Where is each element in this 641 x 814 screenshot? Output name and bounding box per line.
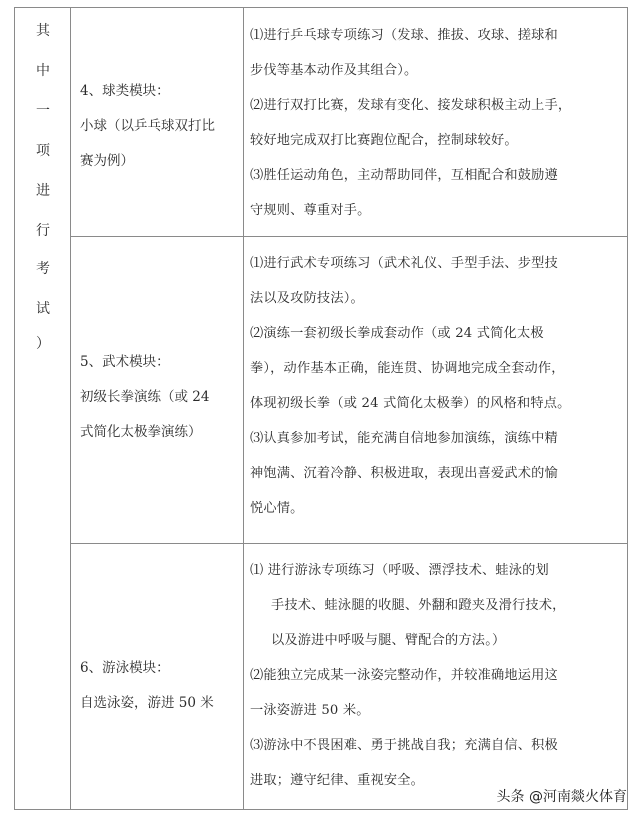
criteria-line: 守规则、尊重对手。 bbox=[250, 203, 371, 218]
category-char: 进 bbox=[36, 183, 50, 199]
criteria-line: ⑶游泳中不畏困难、勇于挑战自我；充满自信、积极 bbox=[250, 738, 558, 753]
criteria-cell-swimming bbox=[244, 553, 627, 798]
criteria-line: ⑴ 进行游泳专项练习（呼吸、漂浮技术、蛙泳的划 bbox=[250, 563, 549, 578]
criteria-cell-ball bbox=[244, 18, 627, 228]
criteria-line: 较好地完成双打比赛跑位配合，控制球较好。 bbox=[250, 133, 518, 148]
criteria-line: ⑵演练一套初级长拳成套动作（或 24 式简化太极 bbox=[250, 326, 544, 341]
row-divider bbox=[71, 236, 627, 237]
module-desc: 自选泳姿，游进 50 米 bbox=[80, 695, 214, 711]
category-char: 中 bbox=[36, 63, 50, 79]
module-title: 6、游泳模块： bbox=[80, 660, 170, 676]
criteria-line: 神饱满、沉着冷静、积极进取，表现出喜爱武术的愉 bbox=[250, 466, 558, 481]
module-title: 5、武术模块： bbox=[80, 354, 170, 370]
module-cell-ball bbox=[72, 74, 243, 179]
criteria-line: ⑵进行双打比赛，发球有变化、接发球积极主动上手， bbox=[250, 98, 572, 113]
module-cell-swimming bbox=[72, 651, 243, 721]
criteria-line: 进取；遵守纪律、重视安全。 bbox=[250, 773, 425, 788]
criteria-line: 拳），动作基本正确，能连贯、协调地完成全套动作， bbox=[250, 361, 565, 376]
category-char: 其 bbox=[36, 23, 50, 39]
category-char: 考 bbox=[36, 261, 50, 277]
criteria-line: 以及游进中呼吸与腿、臂配合的方法。） bbox=[271, 633, 506, 648]
criteria-line: ⑴进行乒乓球专项练习（发球、推拔、攻球、搓球和 bbox=[250, 28, 558, 43]
category-char: 试 bbox=[36, 301, 50, 317]
criteria-line: ⑶认真参加考试，能充满自信地参加演练，演练中精 bbox=[250, 431, 558, 446]
assessment-table bbox=[14, 7, 628, 810]
watermark: 头条 @河南燚火体育 bbox=[497, 786, 627, 806]
criteria-line: ⑵能独立完成某一泳姿完整动作，并较准确地运用这 bbox=[250, 668, 558, 683]
module-desc: 初级长拳演练（或 24 bbox=[80, 389, 210, 405]
category-cell bbox=[15, 8, 71, 809]
criteria-line: 法以及攻防技法）。 bbox=[250, 291, 364, 306]
criteria-line: ⑶胜任运动角色，主动帮助同伴，互相配合和鼓励遵 bbox=[250, 168, 558, 183]
module-cell-wushu bbox=[72, 345, 243, 450]
category-char: 项 bbox=[36, 143, 50, 159]
module-desc: 式简化太极拳演练） bbox=[80, 424, 202, 440]
row-divider bbox=[71, 543, 627, 544]
category-char: 行 bbox=[36, 223, 50, 239]
category-char: 一 bbox=[36, 103, 50, 119]
criteria-line: 手技术、蛙泳腿的收腿、外翻和蹬夹及滑行技术， bbox=[271, 598, 566, 613]
criteria-line: 一泳姿游进 50 米。 bbox=[250, 703, 370, 718]
criteria-cell-wushu bbox=[244, 246, 627, 526]
category-char: ） bbox=[36, 336, 50, 352]
criteria-line: 体现初级长拳（或 24 式简化太极拳）的风格和特点。 bbox=[250, 396, 571, 411]
module-desc: 小球（以乒乓球双打比 bbox=[80, 118, 215, 134]
module-desc: 赛为例） bbox=[80, 153, 134, 169]
module-title: 4、球类模块： bbox=[80, 83, 170, 99]
criteria-line: 悦心情。 bbox=[250, 501, 304, 516]
criteria-line: ⑴进行武术专项练习（武术礼仪、手型手法、步型技 bbox=[250, 256, 558, 271]
criteria-line: 步伐等基本动作及其组合）。 bbox=[250, 63, 418, 78]
